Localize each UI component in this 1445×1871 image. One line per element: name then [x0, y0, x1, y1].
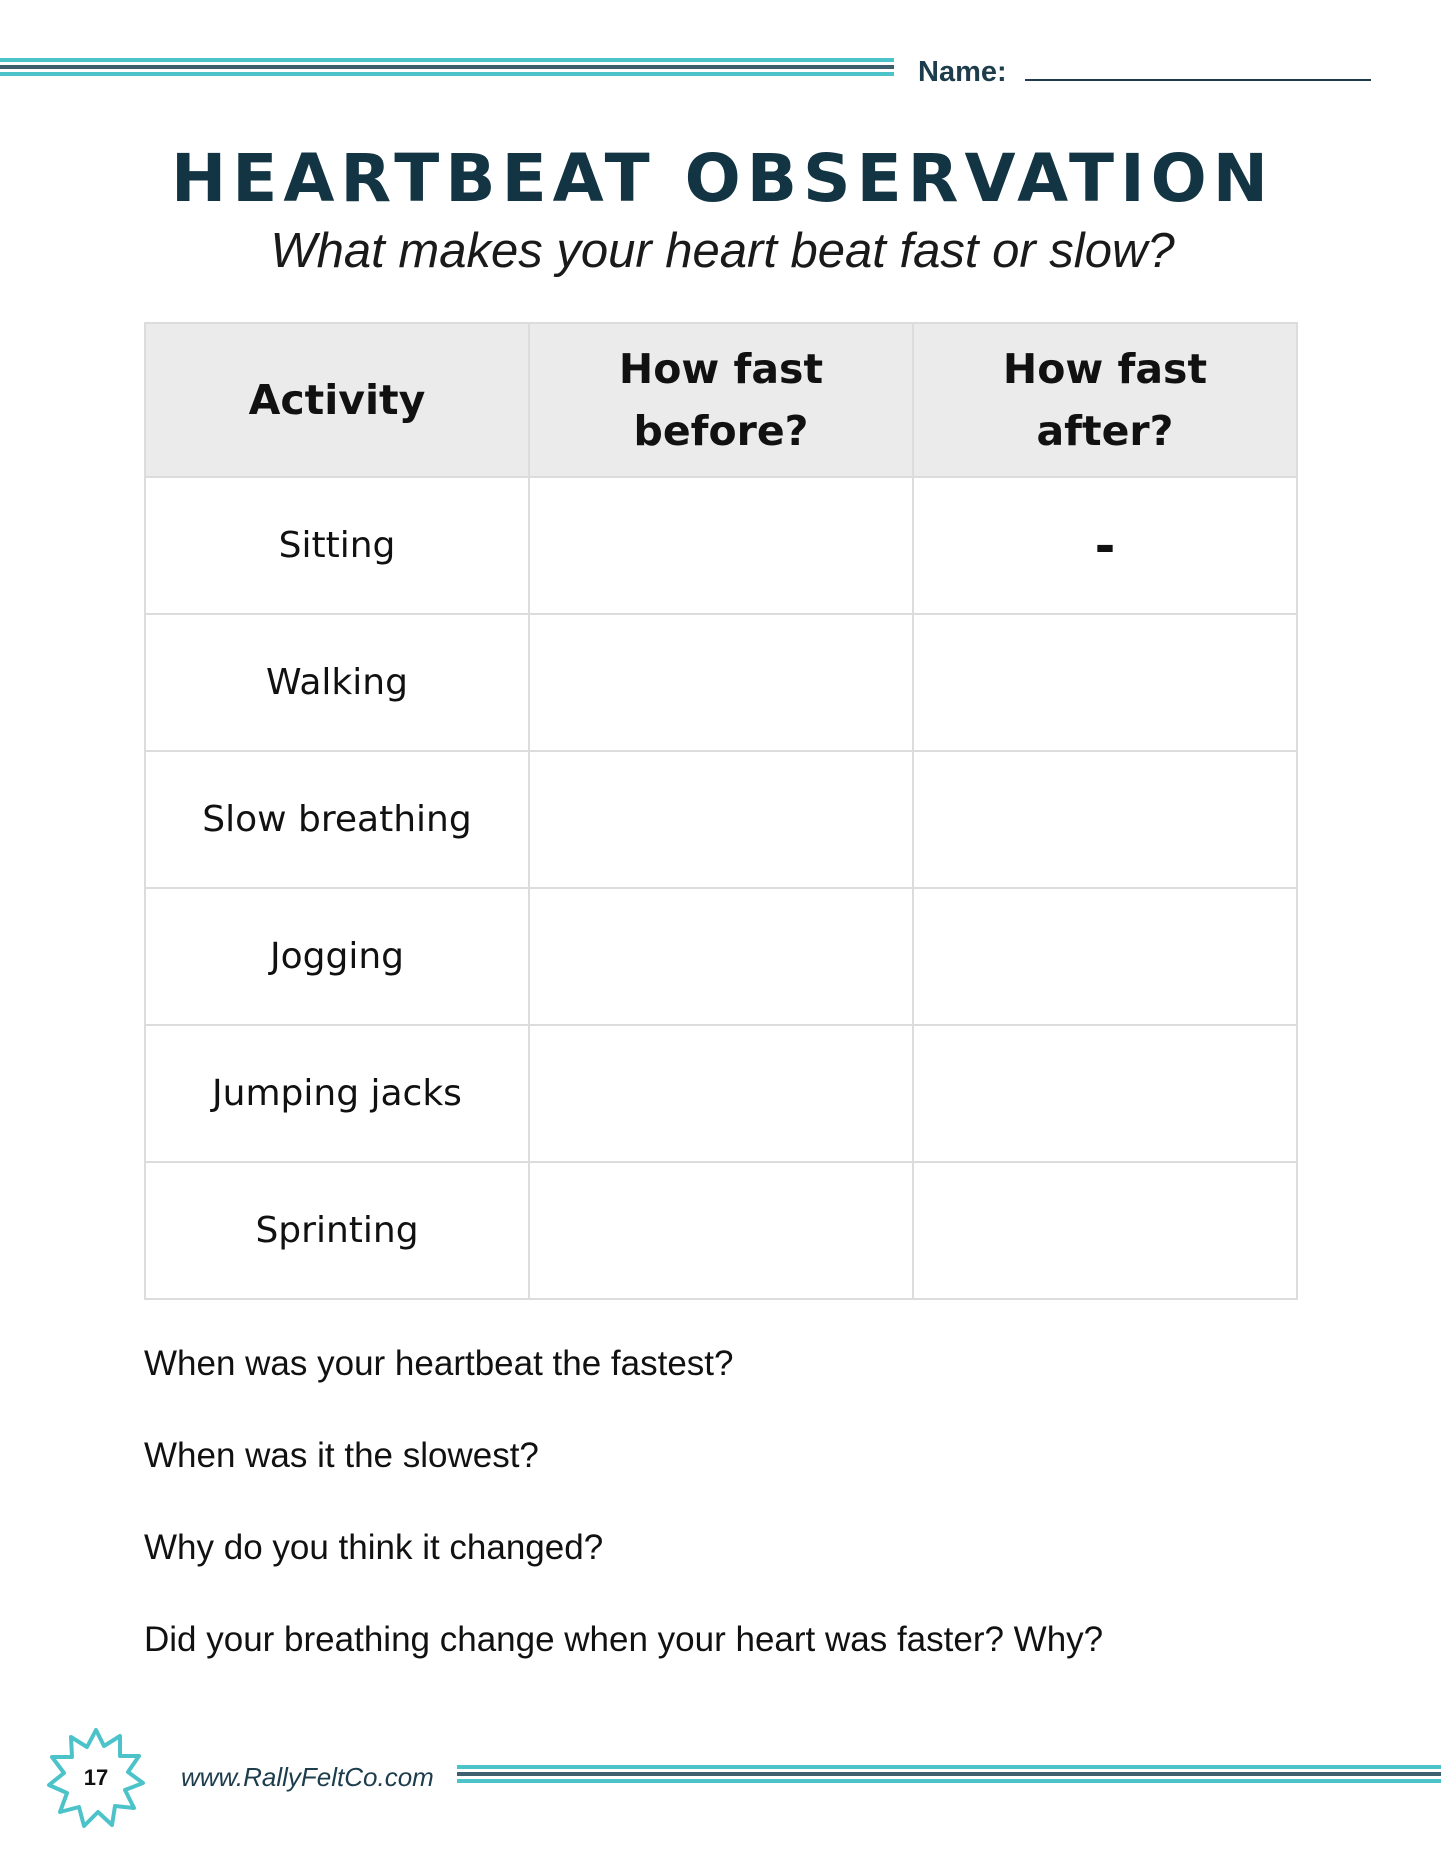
teal-rule: [457, 1779, 1441, 1783]
activity-cell: Sitting: [145, 477, 529, 614]
question-fastest: When was your heartbeat the fastest?: [144, 1344, 734, 1383]
table-row: [145, 477, 1297, 614]
question-slowest: When was it the slowest?: [144, 1436, 539, 1475]
before-cell[interactable]: [529, 888, 913, 1025]
before-cell[interactable]: [529, 1025, 913, 1162]
header-activity-label: Activity: [248, 376, 426, 424]
header-after-line1: How fast: [1002, 345, 1208, 393]
table-row: [145, 751, 1297, 888]
question-why-changed: Why do you think it changed?: [144, 1528, 604, 1567]
after-cell[interactable]: [913, 477, 1297, 614]
table-row: [145, 614, 1297, 751]
header-before-line2: before?: [633, 407, 809, 455]
header-activity: [145, 323, 529, 477]
header-before: [529, 323, 913, 477]
table-header-row: [145, 323, 1297, 477]
teal-rule: [0, 58, 894, 62]
after-cell[interactable]: [913, 1162, 1297, 1299]
header-before-line1: How fast: [618, 345, 824, 393]
table-row: [145, 1025, 1297, 1162]
dark-rule: [0, 65, 894, 69]
heartbeat-table: [144, 322, 1298, 1300]
header-after: [913, 323, 1297, 477]
after-cell[interactable]: [913, 1025, 1297, 1162]
activity-cell: Slow breathing: [145, 751, 529, 888]
page-number: 17: [83, 1765, 109, 1790]
page-badge: [46, 1726, 146, 1830]
footer-url-link[interactable]: www.RallyFeltCo.com: [181, 1762, 434, 1792]
before-cell[interactable]: [529, 477, 913, 614]
top-decorative-lines: [0, 58, 894, 79]
name-label: Name:: [918, 56, 1007, 88]
activity-cell: Sprinting: [145, 1162, 529, 1299]
after-cell[interactable]: [913, 614, 1297, 751]
page-subtitle: What makes your heart beat fast or slow?: [270, 224, 1175, 278]
before-cell[interactable]: [529, 614, 913, 751]
after-cell[interactable]: [913, 888, 1297, 1025]
table-row: [145, 888, 1297, 1025]
dark-rule: [457, 1772, 1441, 1776]
teal-rule: [457, 1765, 1441, 1769]
after-cell[interactable]: [913, 751, 1297, 888]
name-field-line[interactable]: [1025, 79, 1371, 81]
header-after-line2: after?: [1036, 407, 1174, 455]
before-cell[interactable]: [529, 1162, 913, 1299]
activity-cell: Jogging: [145, 888, 529, 1025]
not-applicable-mark: -: [1094, 516, 1116, 575]
page-title: HEARTBEAT OBSERVATION: [171, 140, 1274, 217]
question-breathing: Did your breathing change when your heart was faster? Why?: [144, 1620, 1104, 1659]
table-row: [145, 1162, 1297, 1299]
bottom-decorative-lines: [457, 1765, 1441, 1786]
activity-cell: Jumping jacks: [145, 1025, 529, 1162]
teal-rule: [0, 72, 894, 76]
activity-cell: Walking: [145, 614, 529, 751]
before-cell[interactable]: [529, 751, 913, 888]
